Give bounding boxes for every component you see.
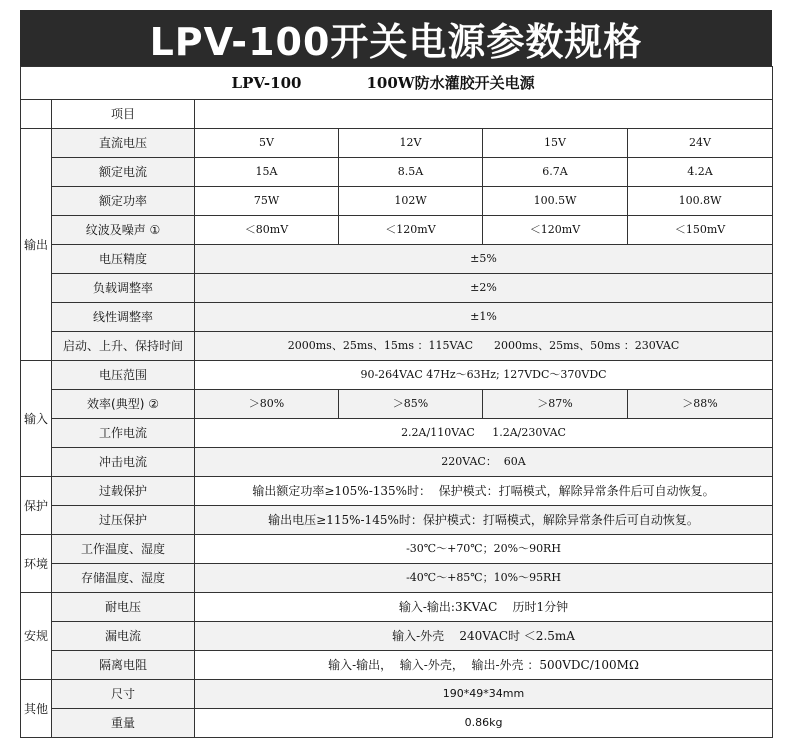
row-dc-voltage bbox=[21, 129, 773, 158]
withstand-voltage-value: 输入-输出:3KVAC 历时1分钟 bbox=[195, 593, 773, 622]
weight-value: 0.86kg bbox=[195, 709, 773, 738]
dc-voltage-12v: 12V bbox=[339, 129, 483, 158]
label-dc-voltage: 直流电压 bbox=[52, 129, 195, 158]
ripple-noise-12v: ＜120mV bbox=[339, 216, 483, 245]
label-leakage-current: 漏电流 bbox=[52, 622, 195, 651]
ripple-noise-15v: ＜120mV bbox=[483, 216, 628, 245]
row-line-regulation bbox=[21, 303, 773, 332]
row-load-regulation bbox=[21, 274, 773, 303]
row-rated-power bbox=[21, 187, 773, 216]
label-rated-current: 额定电流 bbox=[52, 158, 195, 187]
efficiency-24v: ＞88% bbox=[628, 390, 773, 419]
row-working-current bbox=[21, 419, 773, 448]
label-overload-protection: 过载保护 bbox=[52, 477, 195, 506]
model-description: 100W防水灌胶开关电源 bbox=[339, 67, 773, 100]
leakage-current-value: 输入-外壳 240VAC时 ＜2.5mA bbox=[195, 622, 773, 651]
label-working-temp: 工作温度、湿度 bbox=[52, 535, 195, 564]
label-ripple-noise: 纹波及噪声 ① bbox=[52, 216, 195, 245]
item-label: 项目 bbox=[52, 100, 195, 129]
rated-current-15v: 6.7A bbox=[483, 158, 628, 187]
label-weight: 重量 bbox=[52, 709, 195, 738]
item-header-row bbox=[21, 100, 773, 129]
load-regulation-value: ±2% bbox=[195, 274, 773, 303]
label-withstand-voltage: 耐电压 bbox=[52, 593, 195, 622]
label-line-regulation: 线性调整率 bbox=[52, 303, 195, 332]
group-environment: 环境 bbox=[21, 535, 52, 593]
row-inrush-current bbox=[21, 448, 773, 477]
size-value: 190*49*34mm bbox=[195, 680, 773, 709]
group-safety: 安规 bbox=[21, 593, 52, 680]
startup-time-value: 2000ms、25ms、15ms ：115VAC 2000ms、25ms、50ms ：230VAC bbox=[195, 332, 773, 361]
inrush-current-value: 220VAC： 60A bbox=[195, 448, 773, 477]
rated-power-15v: 100.5W bbox=[483, 187, 628, 216]
row-storage-temp bbox=[21, 564, 773, 593]
row-ripple-noise bbox=[21, 216, 773, 245]
row-withstand-voltage bbox=[21, 593, 773, 622]
label-inrush-current: 冲击电流 bbox=[52, 448, 195, 477]
label-voltage-range: 电压范围 bbox=[52, 361, 195, 390]
rated-current-12v: 8.5A bbox=[339, 158, 483, 187]
rated-current-24v: 4.2A bbox=[628, 158, 773, 187]
label-voltage-accuracy: 电压精度 bbox=[52, 245, 195, 274]
voltage-range-value: 90-264VAC 47Hz～63Hz; 127VDC～370VDC bbox=[195, 361, 773, 390]
efficiency-12v: ＞85% bbox=[339, 390, 483, 419]
group-protection: 保护 bbox=[21, 477, 52, 535]
efficiency-15v: ＞87% bbox=[483, 390, 628, 419]
line-regulation-value: ±1% bbox=[195, 303, 773, 332]
label-size: 尺寸 bbox=[52, 680, 195, 709]
rated-power-24v: 100.8W bbox=[628, 187, 773, 216]
overload-protection-value: 输出额定功率≥105%-135%时： 保护模式：打嗝模式，解除异常条件后可自动恢复。 bbox=[195, 477, 773, 506]
model-row bbox=[21, 67, 773, 100]
rated-power-12v: 102W bbox=[339, 187, 483, 216]
group-output: 输出 bbox=[21, 129, 52, 361]
item-group-cell bbox=[21, 100, 52, 129]
row-overvoltage-protection bbox=[21, 506, 773, 535]
voltage-accuracy-value: ±5% bbox=[195, 245, 773, 274]
working-current-value: 2.2A/110VAC 1.2A/230VAC bbox=[195, 419, 773, 448]
dc-voltage-15v: 15V bbox=[483, 129, 628, 158]
row-overload-protection bbox=[21, 477, 773, 506]
label-rated-power: 额定功率 bbox=[52, 187, 195, 216]
rated-power-5v: 75W bbox=[195, 187, 339, 216]
row-voltage-accuracy bbox=[21, 245, 773, 274]
overvoltage-protection-value: 输出电压≥115%-145%时：保护模式：打嗝模式，解除异常条件后可自动恢复。 bbox=[195, 506, 773, 535]
row-rated-current bbox=[21, 158, 773, 187]
label-isolation-resistance: 隔离电阻 bbox=[52, 651, 195, 680]
group-other: 其他 bbox=[21, 680, 52, 738]
row-startup-time bbox=[21, 332, 773, 361]
row-efficiency bbox=[21, 390, 773, 419]
model-name: LPV-100 bbox=[195, 67, 339, 100]
rated-current-5v: 15A bbox=[195, 158, 339, 187]
row-size bbox=[21, 680, 773, 709]
isolation-resistance-value: 输入-输出， 输入-外壳， 输出-外壳 ：500VDC/100MΩ bbox=[195, 651, 773, 680]
storage-temp-value: -40℃～+85℃；10%～95RH bbox=[195, 564, 773, 593]
row-isolation-resistance bbox=[21, 651, 773, 680]
label-load-regulation: 负载调整率 bbox=[52, 274, 195, 303]
item-empty-cell bbox=[195, 100, 773, 129]
ripple-noise-5v: ＜80mV bbox=[195, 216, 339, 245]
row-voltage-range bbox=[21, 361, 773, 390]
dc-voltage-24v: 24V bbox=[628, 129, 773, 158]
spec-table bbox=[20, 66, 773, 738]
label-overvoltage-protection: 过压保护 bbox=[52, 506, 195, 535]
working-temp-value: -30℃～+70℃；20%～90RH bbox=[195, 535, 773, 564]
row-working-temp bbox=[21, 535, 773, 564]
group-input: 输入 bbox=[21, 361, 52, 477]
label-storage-temp: 存储温度、湿度 bbox=[52, 564, 195, 593]
page-title: LPV-100开关电源参数规格 bbox=[20, 10, 772, 66]
row-leakage-current bbox=[21, 622, 773, 651]
label-efficiency: 效率(典型) ② bbox=[52, 390, 195, 419]
row-weight bbox=[21, 709, 773, 738]
label-startup-time: 启动、上升、保持时间 bbox=[52, 332, 195, 361]
label-working-current: 工作电流 bbox=[52, 419, 195, 448]
dc-voltage-5v: 5V bbox=[195, 129, 339, 158]
ripple-noise-24v: ＜150mV bbox=[628, 216, 773, 245]
efficiency-5v: ＞80% bbox=[195, 390, 339, 419]
model-empty-cell bbox=[21, 67, 195, 100]
